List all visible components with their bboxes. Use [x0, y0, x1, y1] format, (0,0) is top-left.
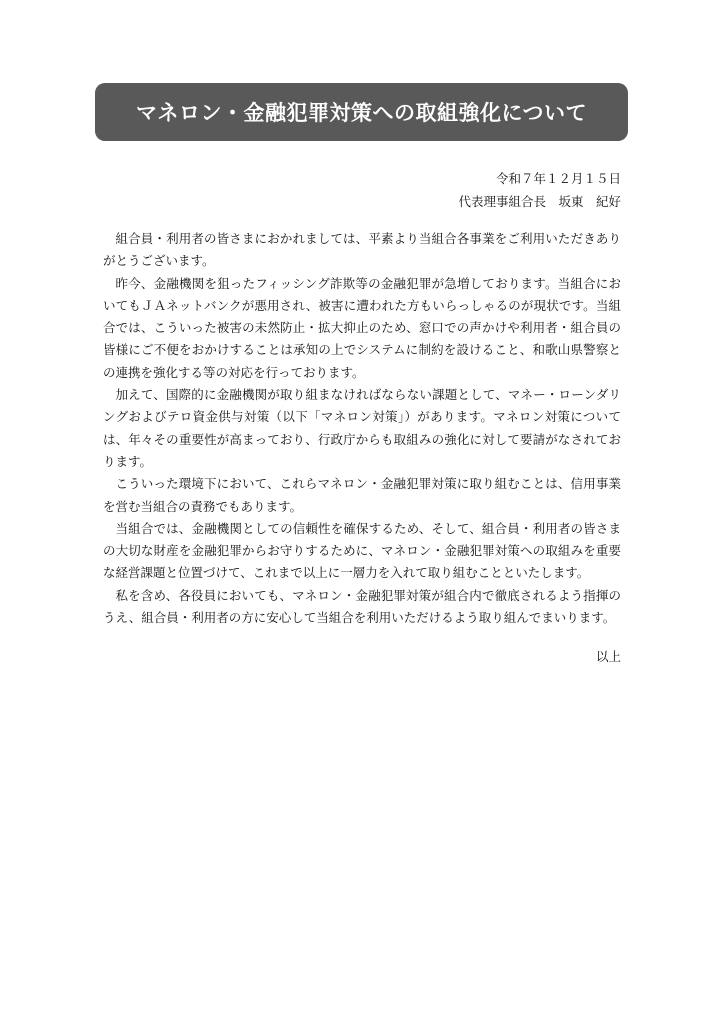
document-date: 令和７年１２月１５日: [495, 171, 621, 186]
document-meta: [458, 167, 621, 213]
closing-mark: 以上: [595, 649, 621, 664]
paragraph: 組合員・利用者の皆さまにおかれましては、平素より当組合各事業をご利用いただきありがとうございます。: [103, 231, 621, 269]
document-title: マネロン・金融犯罪対策への取組強化について: [135, 101, 588, 125]
paragraph: 昨今、金融機関を狙ったフィッシング詐欺等の金融犯罪が急増しております。当組合においてもＪＡネットバンクが悪用され、被害に遭われた方もいらっしゃるのが現状です。当組合では、こういった被害の未然防止・拡大抑止のため、窓口での声かけや利用者・組合員の皆様にご不便をおかけすることは承知の上でシステムに制約を設けること、和歌山県警察との連携を強化する等の対応を行っております。: [103, 275, 621, 380]
paragraph: こういった環境下において、これらマネロン・金融犯罪対策に取り組むことは、信用事業を営む当組合の責務でもあります。: [103, 476, 621, 514]
document-signatory: 代表理事組合長 坂東 紀好: [458, 194, 621, 209]
paragraph: 私を含め、各役員においても、マネロン・金融犯罪対策が組合内で徹底されるよう指揮のうえ、組合員・利用者の方に安心して当組合を利用いただけるよう取り組んでまいります。: [103, 587, 621, 626]
paragraph: 加えて、国際的に金融機関が取り組まなければならない課題として、マネー・ローンダリングおよびテロ資金供与対策（以下「マネロン対策」）があります。マネロン対策については、年々その重要性が高まっており、行政庁からも取組みの強化に対して要請がなされております。: [103, 387, 621, 469]
paragraph: 当組合では、金融機関としての信頼性を確保するため、そして、組合員・利用者の皆さまの大切な財産を金融犯罪からお守りするために、マネロン・金融犯罪対策への取組みを重要な経営課題と位置づけて、これまで以上に一層力を入れて取り組むことといたします。: [103, 520, 621, 581]
title-banner: [95, 83, 628, 141]
document-body: [103, 228, 621, 629]
